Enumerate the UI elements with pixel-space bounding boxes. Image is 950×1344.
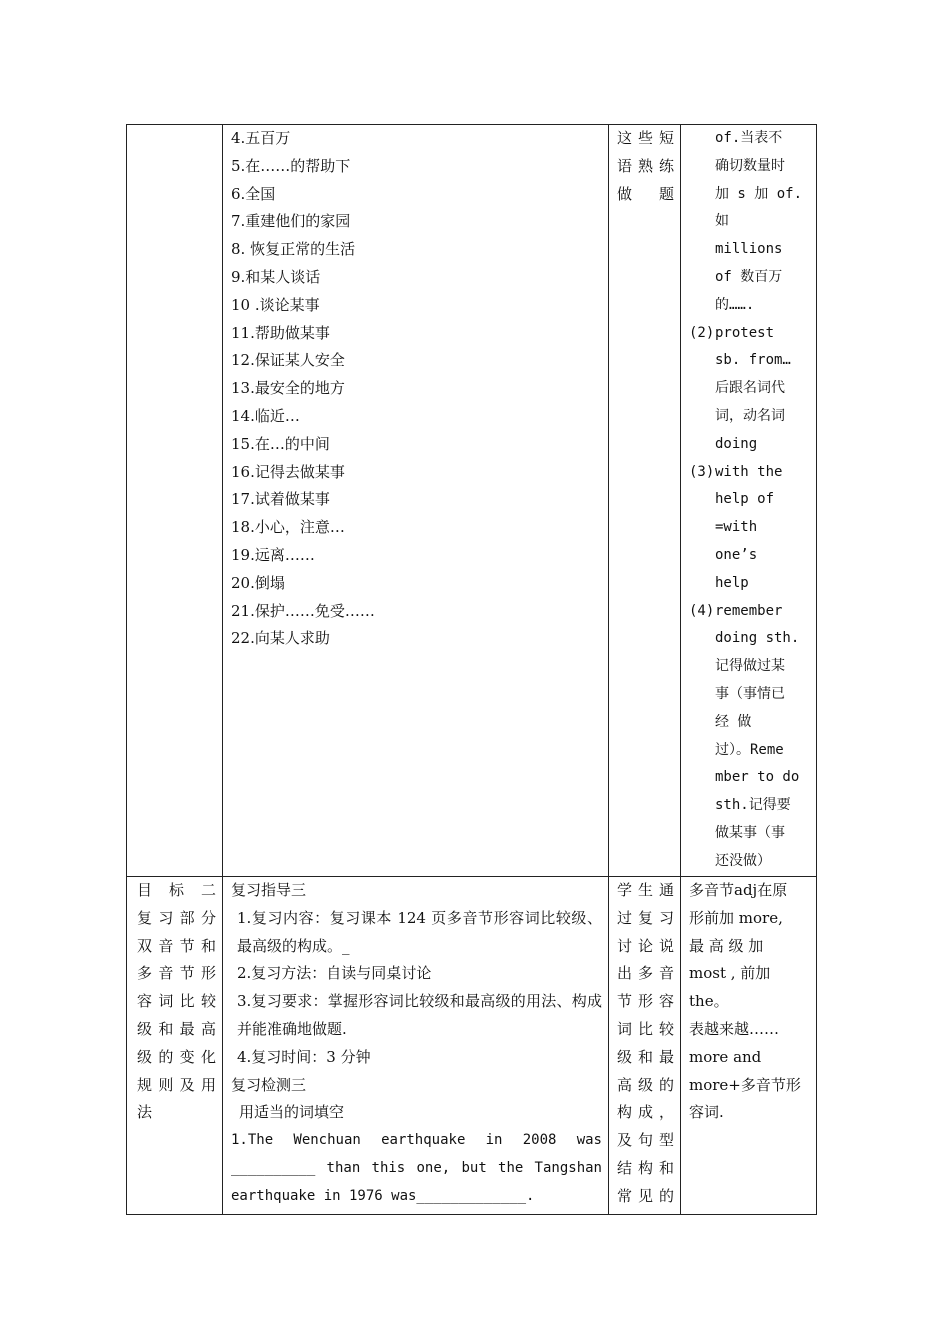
activity-line: 学生通 [617, 881, 674, 899]
note-line: 事（事情已 [715, 685, 785, 702]
note-line: one’s [715, 546, 758, 563]
activity-line: 语熟练 [617, 156, 674, 175]
notes-intro [689, 125, 810, 320]
phrase-item: 20.倒塌 [231, 573, 285, 592]
goal-line: 目标二 [137, 881, 216, 899]
goal-line: 级的变化 [137, 1047, 216, 1066]
note-body [715, 320, 810, 459]
guide-item: 4.复习时间：3 分钟 [237, 1047, 371, 1066]
note-item [689, 459, 810, 598]
note-line: more+多音节形 [689, 1075, 801, 1094]
phrase-item: 8. 恢复正常的生活 [231, 240, 356, 259]
activity-line: 节形容 [617, 992, 674, 1011]
goal-line: 复习部分 [137, 908, 216, 927]
goal-line: 规则及用 [137, 1075, 216, 1094]
goal-text [137, 877, 216, 1127]
phrase-list-cell [223, 125, 609, 877]
note-line: 最 高 级 加 [689, 936, 764, 955]
phrase-item: 6.全国 [231, 184, 276, 203]
note-number: (2) [689, 324, 715, 341]
goal-cell-empty [127, 125, 223, 877]
notes-cell [681, 125, 817, 877]
goal-cell [127, 877, 223, 1215]
note-body [715, 598, 810, 876]
note-line: 还没做） [715, 852, 771, 869]
note-line: 容词. [689, 1103, 724, 1122]
activity-line: 过复习 [617, 908, 674, 927]
phrase-item: 7.重建他们的家园 [231, 212, 351, 231]
note-line: 做某事（事 [715, 824, 785, 841]
activity-line: 做题 [617, 184, 674, 203]
activity-line: 词比较 [617, 1019, 674, 1038]
note-line: sth.记得要 [715, 797, 791, 814]
note-line: most , 前加 [689, 964, 771, 983]
notes-list [689, 320, 810, 876]
note-line: 的……. [715, 296, 755, 313]
note-number: (4) [689, 602, 715, 619]
phrase-item: 22.向某人求助 [231, 629, 330, 648]
phrase-item: 17.试着做某事 [231, 490, 330, 509]
activity-text [617, 125, 674, 208]
guide-cell [223, 877, 609, 1215]
phrase-item: 14.临近… [231, 406, 300, 425]
activity-line: 高级的 [617, 1075, 674, 1094]
phrase-list [231, 125, 602, 653]
note-line: more and [689, 1047, 762, 1066]
activity-line: 及句型 [617, 1131, 674, 1150]
phrase-item: 13.最安全的地方 [231, 379, 345, 398]
note-item [689, 598, 810, 876]
notes-cell [681, 877, 817, 1215]
note-line: of 数百万 [715, 268, 783, 285]
phrase-item: 10 .谈论某事 [231, 295, 320, 314]
activity-line: 讨论说 [617, 936, 674, 955]
note-line: 经 做 [715, 713, 752, 730]
phrase-item: 11.帮助做某事 [231, 323, 330, 342]
note-body [715, 459, 810, 598]
phrase-item: 15.在…的中间 [231, 434, 330, 453]
guide-item: 1.复习内容：复习课本 124 页多音节形容词比较级、最高级的构成。_ [237, 908, 602, 955]
phrase-item: 12.保证某人安全 [231, 351, 345, 370]
note-line: sb. from… [715, 352, 791, 369]
note-line: =with [715, 519, 758, 536]
note-line: 多音节adj在原 [689, 881, 788, 899]
phrase-item: 4.五百万 [231, 129, 291, 147]
note-number: (3) [689, 463, 715, 480]
note-line: 确切数量时 [715, 157, 785, 174]
note-line: 表越来越…… [689, 1019, 780, 1038]
goal-line: 级和最高 [137, 1019, 216, 1038]
activity-line: 结构和 [617, 1158, 674, 1177]
phrase-item: 5.在……的帮助下 [231, 156, 351, 175]
phrase-item: 18.小心，注意… [231, 518, 345, 537]
note-line: of.当表不 [715, 130, 783, 146]
note-line: mber to do [715, 769, 800, 786]
goal-line: 法 [137, 1103, 153, 1122]
note-line: with the [715, 463, 783, 480]
note-line: the。 [689, 992, 729, 1011]
goal-line: 多音节形 [137, 964, 216, 983]
note-item [689, 320, 810, 459]
phrase-item: 16.记得去做某事 [231, 462, 345, 481]
table-row [127, 877, 817, 1215]
activity-line: 这些短 [617, 129, 674, 147]
note-line: 后跟名词代 [715, 380, 785, 397]
note-line: 过）。Reme [715, 741, 784, 758]
note-line: doing sth. [715, 630, 800, 647]
activity-line: 构成， [617, 1103, 674, 1122]
activity-cell [609, 125, 681, 877]
note-line: 加 s 加 of. [715, 185, 803, 202]
note-line: protest [715, 324, 775, 341]
note-line: help [715, 574, 749, 591]
phrase-item: 19.远离…… [231, 545, 315, 564]
test-title: 复习检测三 [231, 1075, 307, 1094]
goal-line: 容词比较 [137, 992, 216, 1011]
guide-title: 复习指导三 [231, 881, 307, 899]
activity-line: 常见的 [617, 1186, 674, 1205]
table-row [127, 125, 817, 877]
goal-line: 双音节和 [137, 936, 216, 955]
note-line: 词，动名词 [715, 407, 785, 424]
activity-text [617, 877, 674, 1211]
activity-cell [609, 877, 681, 1215]
lesson-table [126, 124, 817, 1215]
guide-item: 3.复习要求：掌握形容词比较级和最高级的用法、构成并能准确地做题. [237, 992, 602, 1038]
phrase-item: 21.保护……免受…… [231, 601, 375, 620]
notes-text [689, 877, 810, 1127]
activity-line: 出多音 [617, 964, 674, 983]
guide-item: 2.复习方法：自读与同桌讨论 [237, 964, 432, 983]
note-line: 如 [715, 213, 729, 230]
note-line: doing [715, 435, 758, 452]
test-question: 1.The Wenchuan earthquake in 2008 was __________ than this one, but the Tangshan earthquake in 1976 was_____________. [231, 1132, 602, 1204]
note-line: remember [715, 602, 783, 619]
phrase-item: 9.和某人谈话 [231, 267, 321, 286]
note-line: 记得做过某 [715, 658, 785, 675]
note-line: help of [715, 491, 775, 508]
note-line: 形前加 more, [689, 908, 783, 927]
guide-items [231, 905, 602, 1072]
note-line: millions [715, 241, 783, 258]
activity-line: 级和最 [617, 1047, 674, 1066]
test-instruction: 用适当的词填空 [239, 1103, 345, 1122]
